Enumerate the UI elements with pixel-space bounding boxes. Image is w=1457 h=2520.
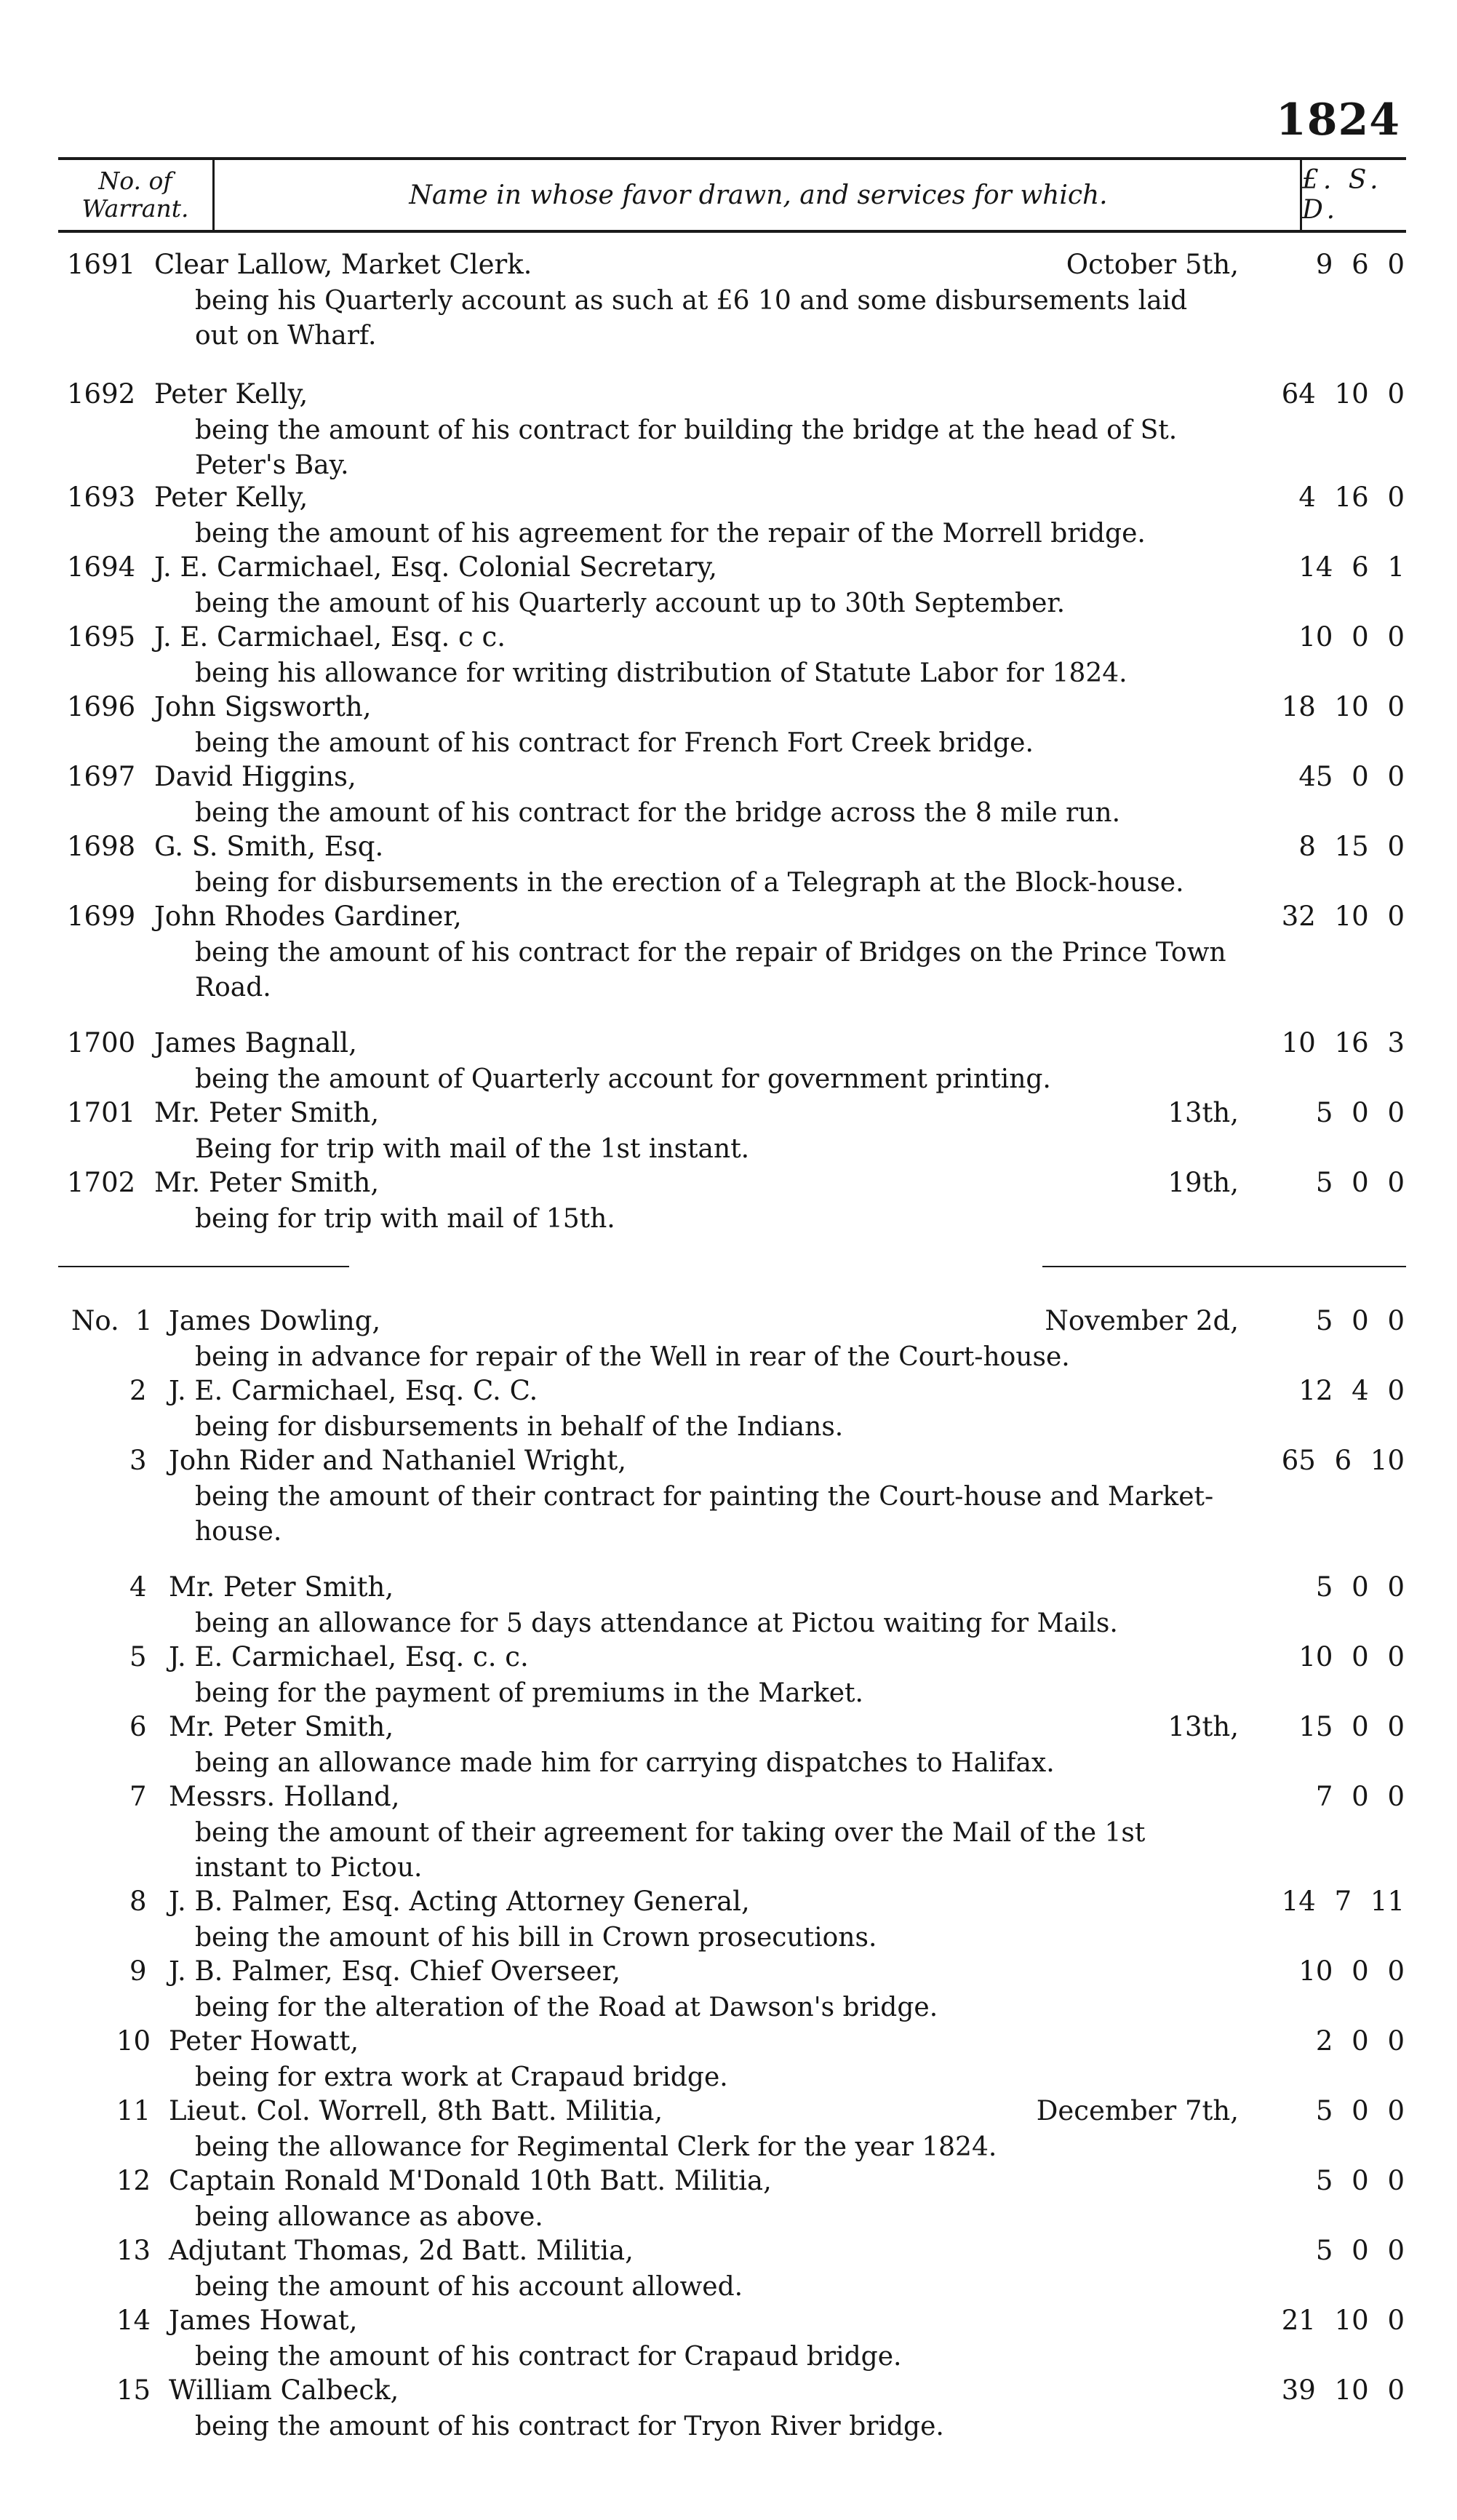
warrant-number: 1700 xyxy=(67,1027,136,1058)
service-description: being the amount of his account allowed. xyxy=(195,2272,743,2302)
entry-first-line xyxy=(0,1167,1457,1202)
payee-name: Peter Kelly, xyxy=(154,378,308,410)
service-description: being the amount of his contract for Crapaud bridge. xyxy=(195,2342,902,2372)
warrant-date: December 7th, xyxy=(1036,2095,1239,2126)
entry-first-line xyxy=(0,1571,1457,1606)
ledger-entry xyxy=(0,2095,1457,2165)
warrant-number: 3 xyxy=(129,1445,147,1476)
warrant-number: 2 xyxy=(129,1375,147,1406)
service-description: being the amount of his bill in Crown prosecutions. xyxy=(195,1923,877,1953)
ledger-entry xyxy=(0,1641,1457,1711)
entry-first-line xyxy=(0,1027,1457,1062)
ledger-entry xyxy=(0,621,1457,691)
payee-name: William Calbeck, xyxy=(169,2375,399,2406)
ledger-entry xyxy=(0,1955,1457,2025)
ledger-entry xyxy=(0,1711,1457,1781)
page-year: 1824 xyxy=(1276,95,1400,145)
warrant-number: 1697 xyxy=(67,761,136,792)
service-description: being for the payment of premiums in the Market. xyxy=(195,1678,863,1708)
ledger-entry xyxy=(0,551,1457,621)
entry-first-line xyxy=(0,761,1457,796)
payee-name: Clear Lallow, Market Clerk. xyxy=(154,249,532,280)
entry-first-line xyxy=(0,2305,1457,2340)
ledger-entry xyxy=(0,482,1457,551)
payee-name: J. E. Carmichael, Esq. Colonial Secretary, xyxy=(154,551,717,583)
payee-name: James Dowling, xyxy=(169,1305,381,1336)
entry-first-line xyxy=(0,2375,1457,2409)
warrant-amount: 7 0 0 xyxy=(1315,1781,1405,1812)
ledger-entry xyxy=(0,1445,1457,1550)
service-description: being for trip with mail of 15th. xyxy=(195,1204,615,1234)
warrant-number: 5 xyxy=(129,1641,147,1672)
table-header xyxy=(58,160,1406,230)
entry-first-line xyxy=(0,2095,1457,2130)
warrant-amount: 5 0 0 xyxy=(1315,1167,1405,1198)
ledger-entry xyxy=(0,1886,1457,1955)
payee-name: Peter Howatt, xyxy=(169,2025,359,2057)
service-description: being the amount of his contract for Tryon River bridge. xyxy=(195,2412,944,2441)
entry-first-line xyxy=(0,1711,1457,1746)
ledger-entry xyxy=(0,1167,1457,1237)
payee-name: G. S. Smith, Esq. xyxy=(154,831,384,862)
warrant-number: 10 xyxy=(116,2025,151,2057)
payee-name: J. B. Palmer, Esq. Chief Overseer, xyxy=(169,1955,620,1987)
warrant-amount: 5 0 0 xyxy=(1315,1305,1405,1336)
warrant-number: 1696 xyxy=(67,691,136,722)
warrant-date: October 5th, xyxy=(1066,249,1239,280)
warrant-number: 11 xyxy=(116,2095,151,2126)
warrant-number: 1 xyxy=(135,1305,153,1336)
ledger-entry xyxy=(0,761,1457,831)
warrant-number: 12 xyxy=(116,2165,151,2196)
warrant-amount: 5 0 0 xyxy=(1315,2165,1405,2196)
section-divider-left xyxy=(58,1266,349,1267)
entry-first-line xyxy=(0,1955,1457,1990)
warrant-number: 6 xyxy=(129,1711,147,1742)
warrant-amount: 15 0 0 xyxy=(1298,1711,1405,1742)
warrant-amount: 5 0 0 xyxy=(1315,2235,1405,2266)
warrant-number: 13 xyxy=(116,2235,151,2266)
payee-name: Mr. Peter Smith, xyxy=(154,1167,380,1198)
service-description: being the amount of his contract for the repair of Bridges on the Prince Town Road. xyxy=(195,938,1226,1002)
warrant-amount: 65 6 10 xyxy=(1281,1445,1405,1476)
service-description: being his Quarterly account as such at £6 10 and some disbursements laid out on Wharf. xyxy=(195,286,1188,351)
payee-name: Messrs. Holland, xyxy=(169,1781,400,1812)
section-divider-right xyxy=(1042,1266,1406,1267)
warrant-amount: 5 0 0 xyxy=(1315,1097,1405,1128)
warrant-amount: 14 6 1 xyxy=(1298,551,1405,583)
warrant-date: 13th, xyxy=(1167,1097,1239,1128)
warrant-no-prefix: No. xyxy=(71,1305,119,1336)
warrant-number: 7 xyxy=(129,1781,147,1812)
payee-name: J. E. Carmichael, Esq. C. C. xyxy=(169,1375,538,1406)
payee-name: J. E. Carmichael, Esq. c c. xyxy=(154,621,506,653)
ledger-entry xyxy=(0,1027,1457,1097)
service-description: being in advance for repair of the Well in rear of the Court-house. xyxy=(195,1342,1070,1372)
ledger-entry xyxy=(0,2165,1457,2235)
warrant-amount: 39 10 0 xyxy=(1281,2375,1405,2406)
warrant-number: 1702 xyxy=(67,1167,136,1198)
payee-name: Lieut. Col. Worrell, 8th Batt. Militia, xyxy=(169,2095,663,2126)
payee-name: John Sigsworth, xyxy=(154,691,372,722)
entry-first-line xyxy=(0,901,1457,936)
service-description: being his allowance for writing distribution of Statute Labor for 1824. xyxy=(195,658,1127,688)
warrant-number: 1701 xyxy=(67,1097,136,1128)
header-warrant-col xyxy=(58,160,212,230)
warrant-number: 4 xyxy=(129,1571,147,1603)
entry-first-line xyxy=(0,482,1457,517)
ledger-entry xyxy=(0,1097,1457,1167)
entry-first-line xyxy=(0,691,1457,726)
warrant-number: 1695 xyxy=(67,621,136,653)
ledger-entry xyxy=(0,1781,1457,1886)
entry-first-line xyxy=(0,2235,1457,2270)
warrant-amount: 10 0 0 xyxy=(1298,621,1405,653)
warrant-number: 1698 xyxy=(67,831,136,862)
warrant-number: 1693 xyxy=(67,482,136,513)
service-description: being the amount of his contract for French Fort Creek bridge. xyxy=(195,728,1034,758)
warrant-date: 13th, xyxy=(1167,1711,1239,1742)
service-description: being the amount of their contract for painting the Court-house and Market-house. xyxy=(195,1482,1214,1547)
warrant-number: 1699 xyxy=(67,901,136,932)
ledger-entry xyxy=(0,2235,1457,2305)
payee-name: Adjutant Thomas, 2d Batt. Militia, xyxy=(169,2235,634,2266)
entry-first-line xyxy=(0,249,1457,284)
ledger-entry xyxy=(0,1375,1457,1445)
entry-first-line xyxy=(0,378,1457,413)
service-description: being the allowance for Regimental Clerk for the year 1824. xyxy=(195,2132,997,2162)
ledger-entry xyxy=(0,2305,1457,2375)
warrant-number: 1692 xyxy=(67,378,136,410)
service-description: being for disbursements in behalf of the Indians. xyxy=(195,1412,844,1442)
header-warrant-line2: Warrant. xyxy=(81,194,189,223)
entry-first-line xyxy=(0,2165,1457,2200)
entry-first-line xyxy=(0,1445,1457,1480)
payee-name: J. E. Carmichael, Esq. c. c. xyxy=(169,1641,529,1672)
entry-first-line xyxy=(0,621,1457,656)
warrant-number: 8 xyxy=(129,1886,147,1917)
payee-name: John Rider and Nathaniel Wright, xyxy=(169,1445,626,1476)
ledger-entry xyxy=(0,2025,1457,2095)
payee-name: Mr. Peter Smith, xyxy=(169,1571,394,1603)
warrant-amount: 45 0 0 xyxy=(1298,761,1405,792)
payee-name: J. B. Palmer, Esq. Acting Attorney General, xyxy=(169,1886,750,1917)
warrant-amount: 32 10 0 xyxy=(1281,901,1405,932)
payee-name: Captain Ronald M'Donald 10th Batt. Militia, xyxy=(169,2165,772,2196)
header-bottom-rule xyxy=(58,230,1406,233)
warrant-date: November 2d, xyxy=(1045,1305,1239,1336)
entry-first-line xyxy=(0,551,1457,586)
entry-first-line xyxy=(0,831,1457,866)
warrant-amount: 18 10 0 xyxy=(1281,691,1405,722)
payee-name: James Bagnall, xyxy=(154,1027,357,1058)
warrant-amount: 8 15 0 xyxy=(1298,831,1405,862)
entry-first-line xyxy=(0,1641,1457,1676)
warrant-number: 15 xyxy=(116,2375,151,2406)
payee-name: Mr. Peter Smith, xyxy=(169,1711,394,1742)
ledger-entry xyxy=(0,831,1457,901)
service-description: being the amount of his Quarterly account up to 30th September. xyxy=(195,589,1066,618)
entry-first-line xyxy=(0,1097,1457,1132)
warrant-amount: 10 16 3 xyxy=(1281,1027,1405,1058)
ledger-entry xyxy=(0,378,1457,483)
service-description: being the amount of their agreement for taking over the Mail of the 1st instant to Pictou. xyxy=(195,1818,1146,1883)
warrant-number: 1691 xyxy=(67,249,136,280)
warrant-amount: 14 7 11 xyxy=(1281,1886,1405,1917)
warrant-amount: 12 4 0 xyxy=(1298,1375,1405,1406)
payee-name: John Rhodes Gardiner, xyxy=(154,901,462,932)
warrant-number: 1694 xyxy=(67,551,136,583)
service-description: being allowance as above. xyxy=(195,2202,543,2232)
entry-first-line xyxy=(0,1375,1457,1410)
service-description: being the amount of his contract for the bridge across the 8 mile run. xyxy=(195,798,1121,828)
service-description: being an allowance for 5 days attendance at Pictou waiting for Mails. xyxy=(195,1608,1118,1638)
warrant-amount: 64 10 0 xyxy=(1281,378,1405,410)
service-description: being the amount of Quarterly account for government printing. xyxy=(195,1064,1051,1094)
warrant-amount: 10 0 0 xyxy=(1298,1955,1405,1987)
warrant-amount: 5 0 0 xyxy=(1315,2095,1405,2126)
payee-name: David Higgins, xyxy=(154,761,356,792)
payee-name: Peter Kelly, xyxy=(154,482,308,513)
warrant-number: 14 xyxy=(116,2305,151,2336)
service-description: being for the alteration of the Road at Dawson's bridge. xyxy=(195,1993,938,2022)
warrant-amount: 4 16 0 xyxy=(1298,482,1405,513)
ledger-entry xyxy=(0,691,1457,761)
service-description: being the amount of his contract for building the bridge at the head of St. Peter's Bay. xyxy=(195,415,1178,480)
ledger-entry xyxy=(0,2375,1457,2444)
service-description: being an allowance made him for carrying dispatches to Halifax. xyxy=(195,1748,1055,1778)
warrant-amount: 2 0 0 xyxy=(1315,2025,1405,2057)
warrant-amount: 5 0 0 xyxy=(1315,1571,1405,1603)
service-description: being for disbursements in the erection of a Telegraph at the Block-house. xyxy=(195,868,1184,898)
warrant-amount: 9 6 0 xyxy=(1315,249,1405,280)
entry-first-line xyxy=(0,1305,1457,1340)
entry-first-line xyxy=(0,2025,1457,2060)
service-description: being for extra work at Crapaud bridge. xyxy=(195,2062,728,2092)
warrant-amount: 10 0 0 xyxy=(1298,1641,1405,1672)
service-description: Being for trip with mail of the 1st instant. xyxy=(195,1134,750,1164)
warrant-number: 9 xyxy=(129,1955,147,1987)
header-warrant-line1: No. of xyxy=(98,167,172,195)
header-name-col: Name in whose favor drawn, and services for which. xyxy=(212,160,1302,230)
ledger-entry xyxy=(0,1571,1457,1641)
ledger-entry xyxy=(0,1305,1457,1375)
service-description: being the amount of his agreement for the repair of the Morrell bridge. xyxy=(195,519,1146,549)
payee-name: Mr. Peter Smith, xyxy=(154,1097,380,1128)
payee-name: James Howat, xyxy=(169,2305,358,2336)
header-money-col: £. S. D. xyxy=(1300,160,1406,230)
warrant-amount: 21 10 0 xyxy=(1281,2305,1405,2336)
ledger-entry xyxy=(0,901,1457,1005)
ledger-entry xyxy=(0,249,1457,354)
entry-first-line xyxy=(0,1886,1457,1921)
entry-first-line xyxy=(0,1781,1457,1816)
warrant-date: 19th, xyxy=(1167,1167,1239,1198)
